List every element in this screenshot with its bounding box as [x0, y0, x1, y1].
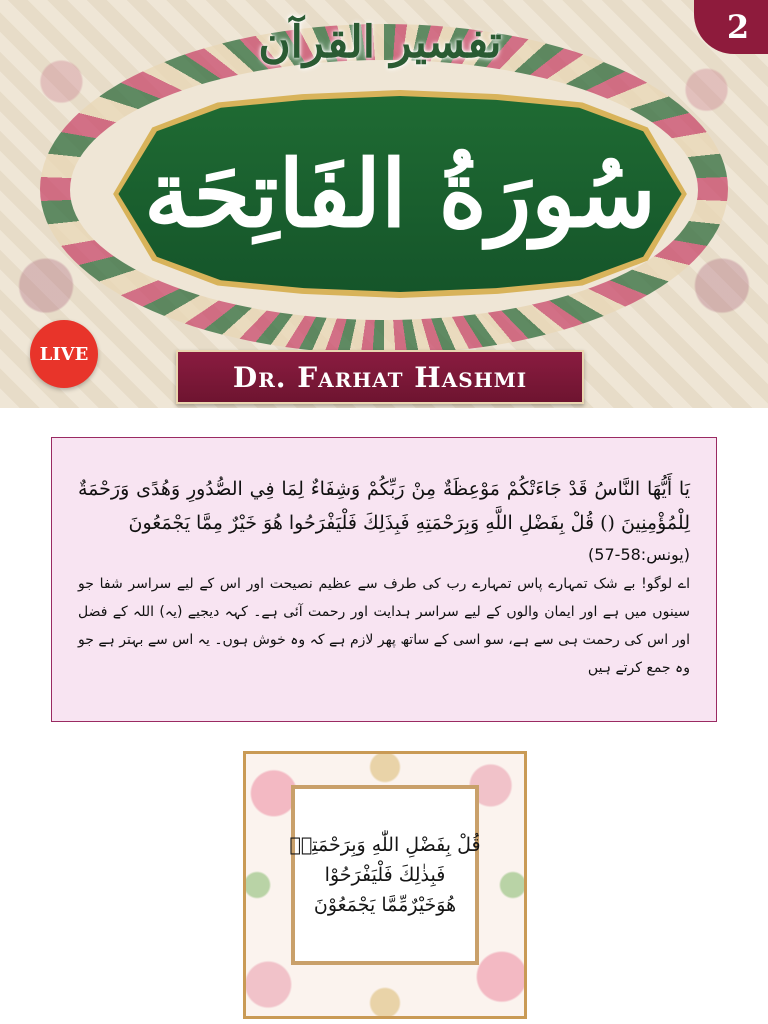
verse-arabic-text: يَا أَيُّهَا النَّاسُ قَدْ جَاءَتْكُمْ مَوْعِظَةٌ مِنْ رَبِّكُمْ وَشِفَاءٌ لِمَا فِي الصُّدُورِ وَهُدًى وَرَحْمَةٌ لِلْمُؤْمِنِينَ () قُلْ بِفَضْلِ اللَّهِ وَبِرَحْمَتِهِ فَبِذَلِكَ فَلْيَفْرَحُوا هُوَ خَيْرٌ مِمَّا يَجْمَعُونَ — [78, 478, 690, 534]
calligraphy-frame — [291, 785, 479, 965]
calligraphy-line: هُوَخَيْرٌمِّمَّا يَجْمَعُوْنَ — [313, 894, 457, 916]
calligraphy-card — [243, 751, 527, 1019]
live-label: LIVE — [39, 343, 89, 365]
series-title: تفسیر القرآن — [258, 16, 502, 68]
calligraphy-line: فَبِذٰلِكَ فَلْيَفْرَحُوْا — [324, 864, 446, 886]
verse-box — [51, 437, 717, 722]
speaker-name: Dr. Farhat Hashmi — [232, 360, 528, 394]
speaker-plate — [176, 350, 584, 404]
calligraphy-line: قُلْ بِفَضْلِ اللّٰهِ وَبِرَحْمَتِهٖ — [289, 834, 481, 856]
verse-urdu-translation: اے لوگو! بے شک تمہارے پاس تمہارے رب کی طرف سے عظیم نصیحت اور اس کے لیے سراسر شفا جو سینوں میں ہے اور ایمان والوں کے لیے سراسر ہدایت اور رحمت آئی ہے۔ کہہ دیجیے (یہ) اللہ کے فضل اور اس کی رحمت ہی سے ہے، سو اسی کے ساتھ پھر لازم ہے کہ وہ خوش ہوں۔ یہ اس سے بہتر ہے جو وہ جمع کرتے ہیں — [78, 576, 690, 676]
live-badge — [30, 320, 98, 388]
header-banner — [0, 0, 768, 408]
surah-title: سُورَةُ الفَاتِحَة — [144, 140, 656, 248]
episode-number: 2 — [726, 8, 750, 46]
verse-reference: (یونس:58-57) — [588, 545, 690, 564]
episode-badge — [694, 0, 768, 54]
